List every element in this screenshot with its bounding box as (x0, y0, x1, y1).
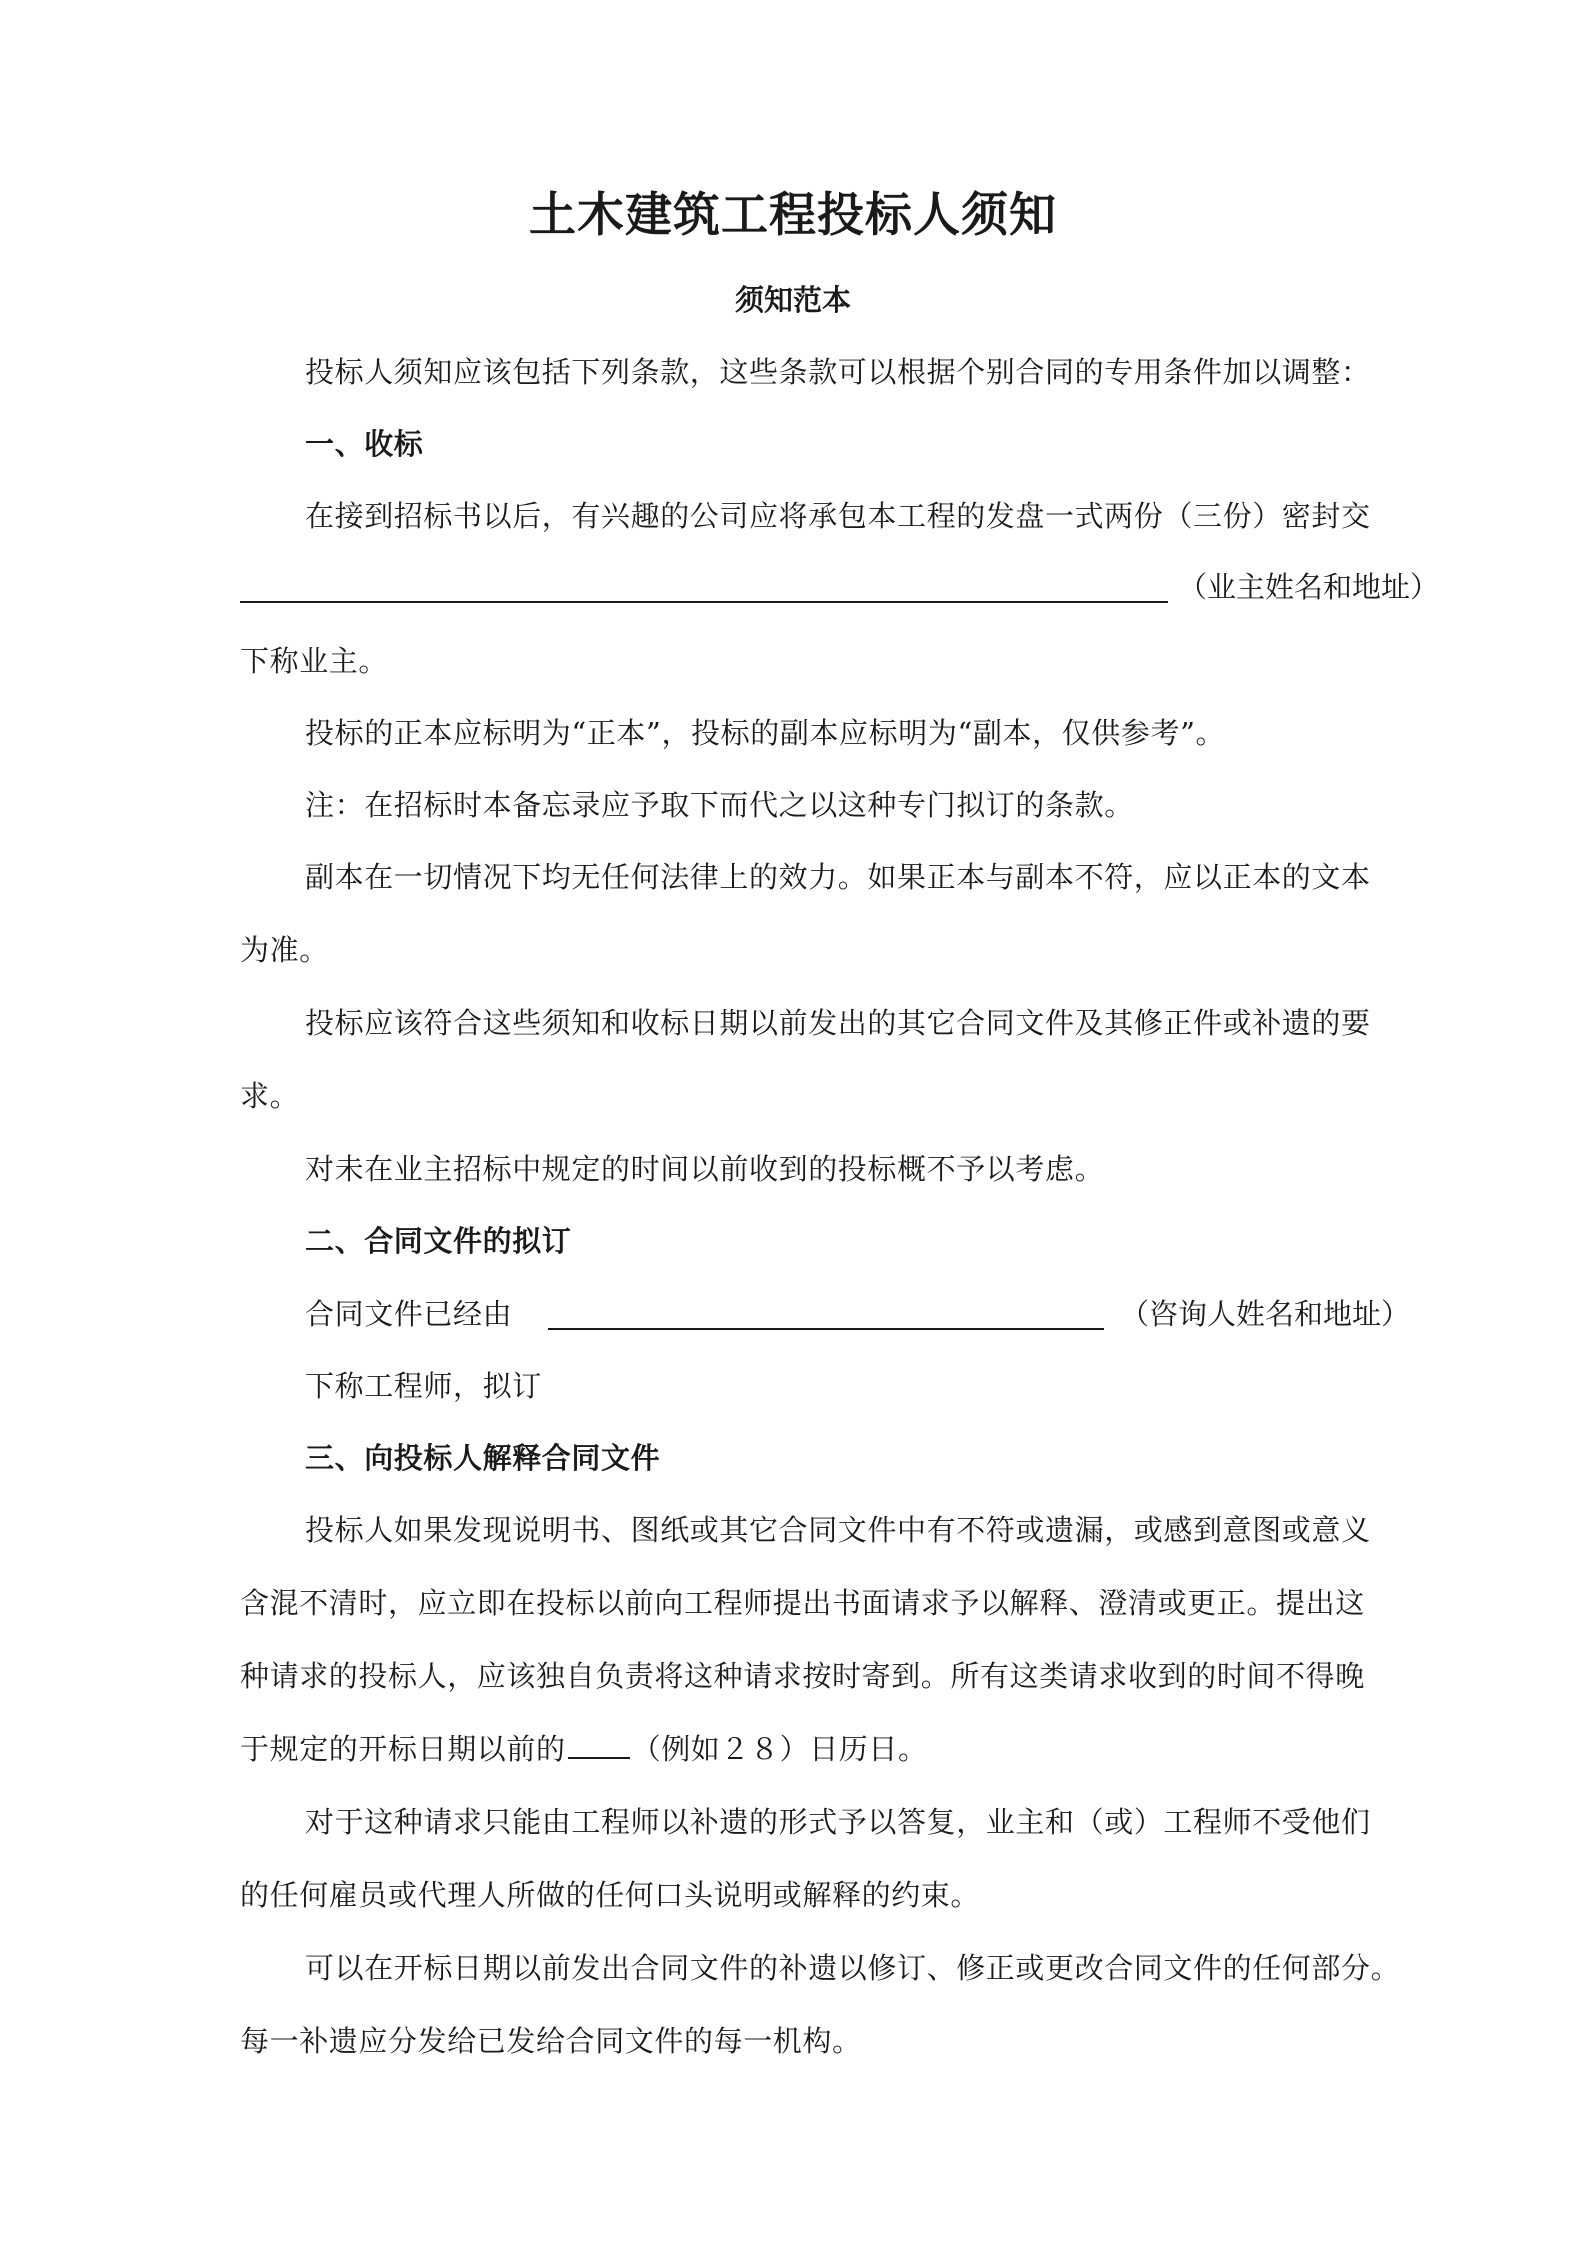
paragraph-line: 对未在业主招标中规定的时间以前收到的投标概不予以考虑。 (305, 1152, 1105, 1186)
page-subtitle: 须知范本 (734, 283, 851, 317)
paragraph-line: 含混不清时，应立即在投标以前向工程师提出书面请求予以解释、澄清或更正。提出这 (240, 1586, 1365, 1620)
paragraph-line: 为准。 (240, 933, 329, 967)
paragraph-line: 投标人如果发现说明书、图纸或其它合同文件中有不符或遗漏，或感到意图或意义 (305, 1513, 1371, 1547)
section-heading-interpretation: 三、向投标人解释合同文件 (305, 1441, 661, 1475)
section-heading-contract-documents: 二、合同文件的拟订 (305, 1224, 572, 1258)
section-heading-receiving-bids: 一、收标 (305, 427, 424, 461)
text-fragment: 于规定的开标日期以前的 (240, 1732, 566, 1766)
text-fragment: （例如２８）日历日。 (631, 1732, 928, 1766)
paragraph-line: 在接到招标书以后，有兴趣的公司应将承包本工程的发盘一式两份（三份）密封交 (305, 499, 1371, 533)
paragraph-line: 种请求的投标人，应该独自负责将这种请求按时寄到。所有这类请求收到的时间不得晚 (240, 1659, 1365, 1693)
paragraph-line: 对于这种请求只能由工程师以补遗的形式予以答复，业主和（或）工程师不受他们 (305, 1805, 1371, 1839)
consultant-name-address-blank (548, 1328, 1104, 1330)
page-title: 土木建筑工程投标人须知 (529, 188, 1057, 243)
paragraph-line: 下称业主。 (240, 644, 389, 678)
note-paragraph: 注：在招标时本备忘录应予取下而代之以这种专门拟订的条款。 (305, 788, 1134, 822)
paragraph-line: 副本在一切情况下均无任何法律上的效力。如果正本与副本不符，应以正本的文本 (305, 860, 1371, 894)
paragraph-line: 的任何雇员或代理人所做的任何口头说明或解释的约束。 (240, 1878, 981, 1912)
owner-name-address-label: （业主姓名和地址） (1178, 570, 1440, 604)
paragraph-line: 求。 (240, 1079, 300, 1113)
paragraph-line: 合同文件已经由 (305, 1297, 513, 1331)
paragraph-line: 每一补遗应分发给已发给合同文件的每一机构。 (240, 2024, 862, 2058)
owner-name-address-blank (240, 601, 1168, 603)
days-blank (568, 1729, 630, 1759)
intro-paragraph: 投标人须知应该包括下列条款，这些条款可以根据个别合同的专用条件加以调整： (305, 355, 1371, 389)
paragraph-line: 投标的正本应标明为“正本”，投标的副本应标明为“副本，仅供参考”。 (305, 716, 1226, 750)
paragraph-line: 投标应该符合这些须知和收标日期以前发出的其它合同文件及其修正件或补遗的要 (305, 1006, 1371, 1040)
paragraph-line: 下称工程师，拟订 (305, 1369, 542, 1403)
paragraph-line (240, 1729, 928, 1769)
consultant-name-address-label: （咨询人姓名和地址） (1120, 1297, 1411, 1331)
paragraph-line: 可以在开标日期以前发出合同文件的补遗以修订、修正或更改合同文件的任何部分。 (305, 1951, 1401, 1985)
